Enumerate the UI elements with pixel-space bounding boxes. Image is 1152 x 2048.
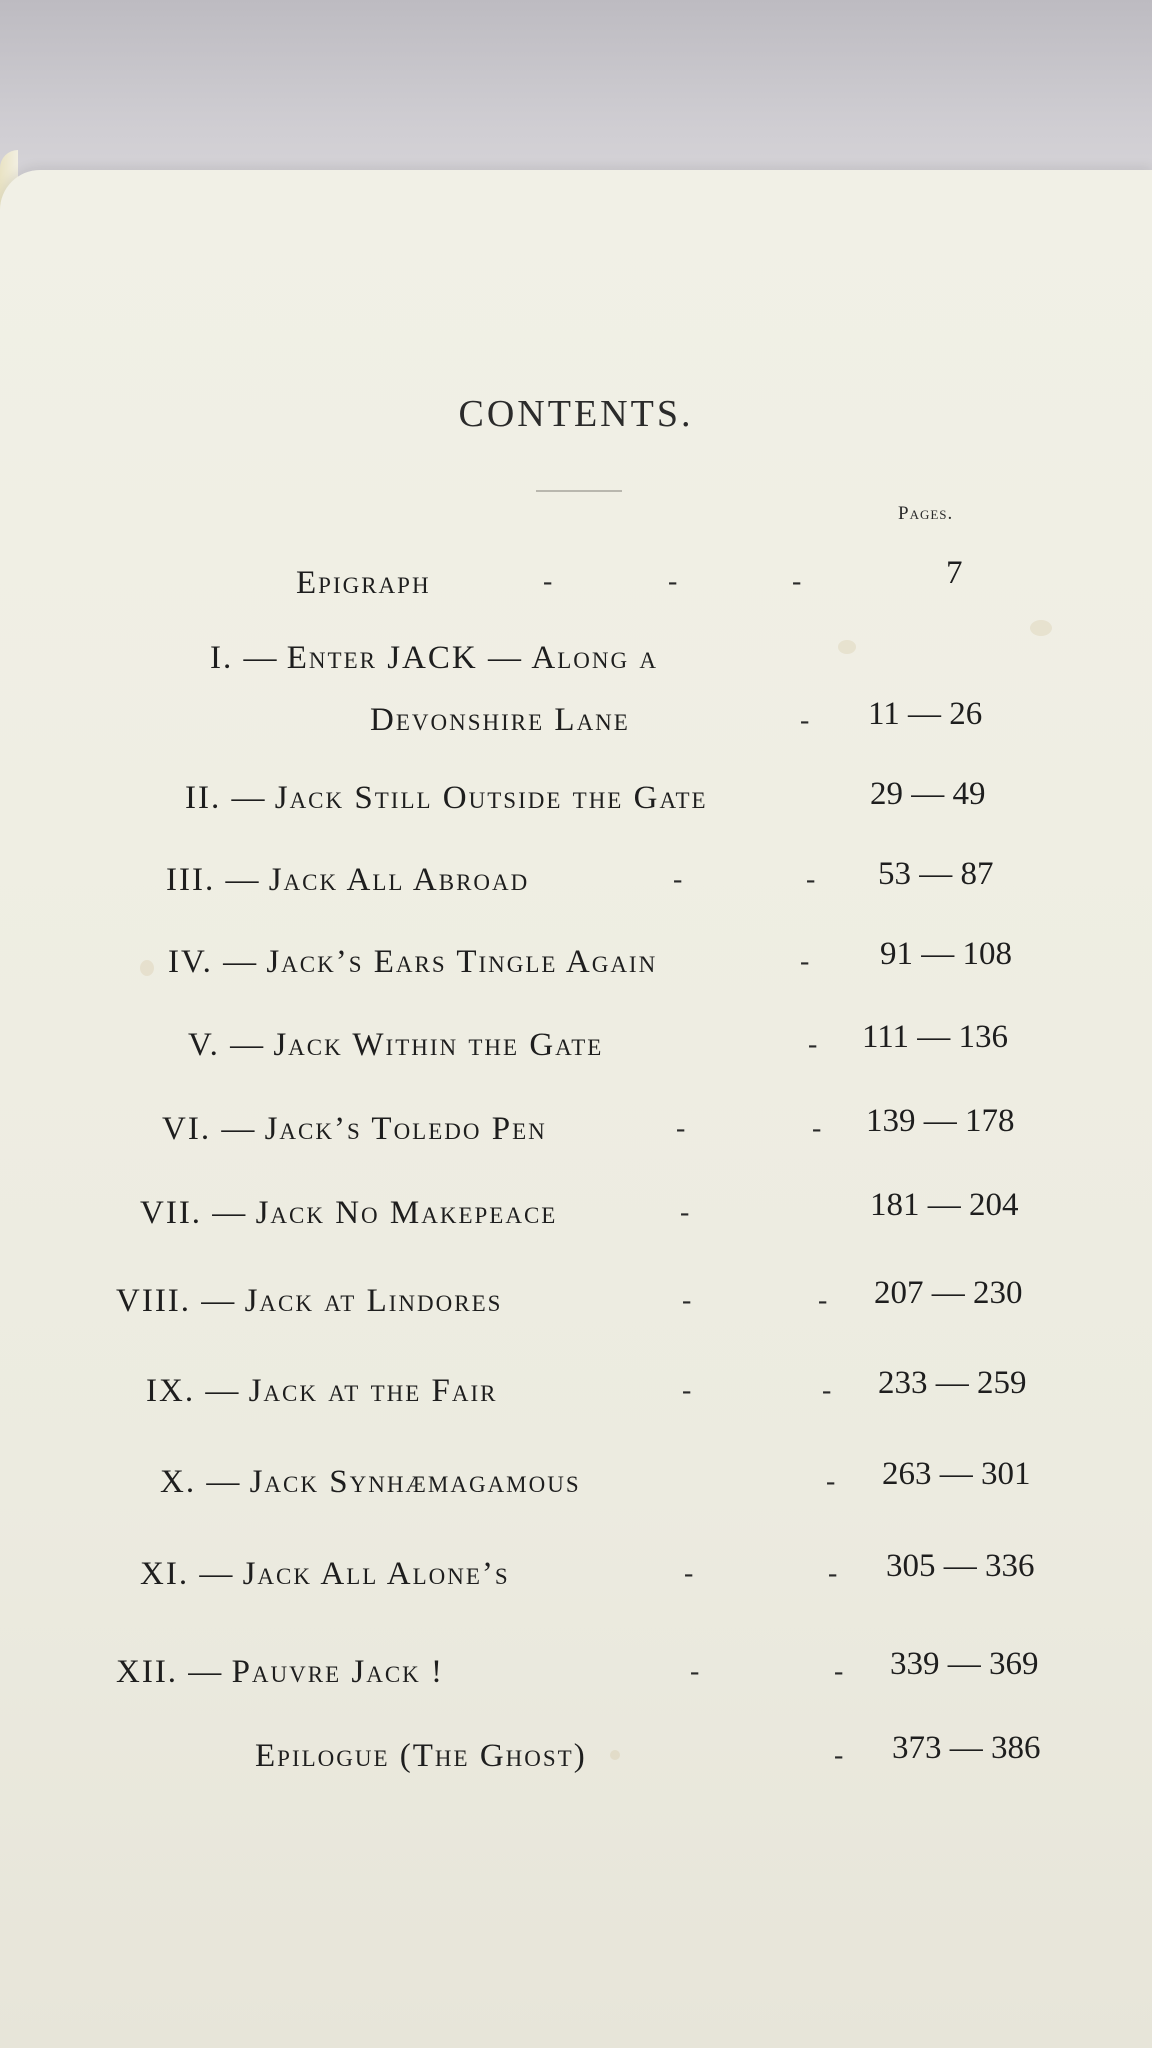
title-divider [536,490,622,492]
chapter-number: XI. — [140,1556,235,1592]
entry-title: Jack Still Outside the Gate [274,780,708,816]
toc-entry-epilogue [255,1738,587,1775]
entry-title: Jack No Makepeace [255,1195,558,1231]
leader-dash: - [818,1285,828,1316]
leader-dash: - [673,864,683,895]
entry-pages: 181 — 204 [870,1187,1019,1223]
leader-dash: - [668,566,678,597]
entry-pages: 139 — 178 [866,1103,1015,1139]
leader-dash: - [680,1197,690,1228]
leader-dash: - [834,1656,844,1687]
toc-entry-9 [146,1373,498,1410]
chapter-number: IX. — [146,1373,241,1409]
entry-pages: 29 — 49 [870,776,986,812]
chapter-number: VI. — [162,1111,257,1147]
entry-pages: 111 — 136 [862,1019,1009,1055]
chapter-number: V. — [188,1027,266,1063]
entry-pages: 91 — 108 [880,936,1012,972]
leader-dash: - [826,1466,836,1497]
entry-pages: 53 — 87 [878,856,994,892]
leader-dash: - [828,1558,838,1589]
entry-pages: 11 — 26 [868,696,983,732]
entry-title: Epilogue (The Ghost) [255,1738,587,1774]
foxing-spot [610,1750,620,1760]
leader-dash: - [543,566,553,597]
entry-title: Pauvre Jack ! [231,1654,445,1690]
leader-dash: - [806,864,816,895]
leader-dash: - [676,1113,686,1144]
entry-title: Enter JACK — Along a [286,640,658,676]
leader-dash: - [812,1113,822,1144]
leader-dash: - [684,1558,694,1589]
page-title: CONTENTS. [458,393,694,435]
entry-title: Jack’s Ears Tingle Again [266,944,658,980]
toc-entry-7 [140,1195,557,1232]
leader-dash: - [792,566,802,597]
leader-dash: - [822,1375,832,1406]
entry-title-continued: Devonshire Lane [370,702,630,738]
toc-entry-epigraph [296,565,431,602]
entry-title: Jack at Lindores [244,1283,503,1319]
toc-entry-5 [188,1027,603,1064]
foxing-spot [838,640,856,654]
leader-dash: - [800,705,810,736]
chapter-number: VII. — [140,1195,248,1231]
toc-entry-1 [210,640,658,677]
leader-dash: - [834,1740,844,1771]
entry-pages: 305 — 336 [886,1548,1035,1584]
chapter-number: III. — [166,862,261,898]
entry-pages: 233 — 259 [878,1365,1027,1401]
chapter-number: II. — [185,780,267,816]
entry-title: Jack All Abroad [268,862,530,898]
toc-entry-3 [166,862,529,899]
toc-entry-12 [116,1654,444,1691]
leader-dash: - [682,1285,692,1316]
entry-pages: 7 [946,555,963,591]
entry-pages: 207 — 230 [874,1275,1023,1311]
toc-entry-2 [185,780,708,817]
entry-pages: 339 — 369 [890,1646,1039,1682]
chapter-number: IV. — [168,944,259,980]
toc-entry-4 [168,944,657,981]
entry-title: Jack’s Toledo Pen [264,1111,547,1147]
toc-entry-10 [160,1464,581,1501]
toc-entry-11 [140,1556,510,1593]
entry-pages: 373 — 386 [892,1730,1041,1766]
toc-entry-6 [162,1111,547,1148]
leader-dash: - [690,1656,700,1687]
entry-title: Jack at the Fair [248,1373,498,1409]
toc-entry-1-continued [370,702,630,739]
pages-column-heading: Pages. [898,503,954,524]
chapter-number: X. — [160,1464,242,1500]
chapter-number: VIII. — [116,1283,237,1319]
leader-dash: - [682,1375,692,1406]
chapter-number: I. — [210,640,279,676]
entry-title: Jack Within the Gate [273,1027,604,1063]
chapter-number: XII. — [116,1654,224,1690]
entry-title: Epigraph [296,565,431,601]
leader-dash: - [808,1029,818,1060]
foxing-spot [140,960,154,976]
foxing-spot [1030,620,1052,636]
entry-pages: 263 — 301 [882,1456,1031,1492]
leader-dash: - [800,946,810,977]
entry-title: Jack All Alone’s [242,1556,510,1592]
entry-title: Jack Synhæmagamous [249,1464,581,1500]
toc-entry-8 [116,1283,502,1320]
